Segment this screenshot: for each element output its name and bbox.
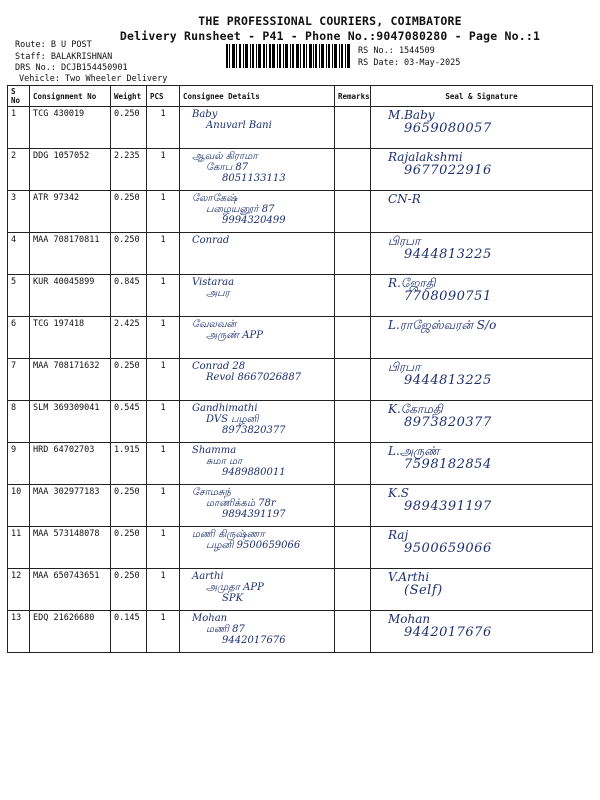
signature-cell xyxy=(371,359,593,401)
signature-handwriting: 9444813225 xyxy=(404,247,492,262)
consignee-handwriting: Baby xyxy=(192,109,218,120)
consignee-handwriting: வேலவன் xyxy=(192,319,237,330)
consignment-number: DDG 1057052 xyxy=(30,149,111,191)
pcs-value: 1 xyxy=(147,275,180,317)
consignee-handwriting: Anuvarl Bani xyxy=(206,120,272,131)
serial-number: 6 xyxy=(8,317,30,359)
serial-number: 13 xyxy=(8,611,30,653)
serial-number: 11 xyxy=(8,527,30,569)
signature-handwriting: பிரபா xyxy=(388,360,421,374)
consignee-handwriting: Aarthi xyxy=(192,571,224,582)
serial-number: 10 xyxy=(8,485,30,527)
consignee-handwriting: மணி 87 xyxy=(206,624,245,635)
table-row xyxy=(8,233,593,275)
consignee-details xyxy=(180,569,335,611)
weight-value: 0.250 xyxy=(111,485,147,527)
signature-handwriting: M.Baby xyxy=(388,108,435,122)
remarks-cell xyxy=(335,191,371,233)
remarks-cell xyxy=(335,233,371,275)
consignee-details xyxy=(180,359,335,401)
table-row xyxy=(8,443,593,485)
remarks-cell xyxy=(335,317,371,359)
consignee-handwriting: 8051133113 xyxy=(222,173,286,184)
consignee-details xyxy=(180,149,335,191)
consignee-handwriting: DVS பழனி xyxy=(206,414,259,425)
signature-cell xyxy=(371,485,593,527)
table-row xyxy=(8,107,593,149)
consignee-details xyxy=(180,443,335,485)
col-header-sno: S No xyxy=(8,86,30,107)
col-header-remarks: Remarks xyxy=(335,86,371,107)
runsheet-subtitle: Delivery Runsheet - P41 - Phone No.:9047080280 - Page No.:1 xyxy=(119,29,541,43)
consignee-handwriting: 9489880011 xyxy=(222,467,286,478)
table-row xyxy=(8,401,593,443)
consignment-number: KUR 40045899 xyxy=(30,275,111,317)
consignment-number: EDQ 21626680 xyxy=(30,611,111,653)
consignee-handwriting: அருண் APP xyxy=(206,330,263,341)
pcs-value: 1 xyxy=(147,611,180,653)
consignee-details xyxy=(180,611,335,653)
remarks-cell xyxy=(335,275,371,317)
signature-cell xyxy=(371,233,593,275)
remarks-cell xyxy=(335,359,371,401)
signature-handwriting: Raj xyxy=(388,528,409,542)
consignee-details xyxy=(180,233,335,275)
consignee-handwriting: 8973820377 xyxy=(222,425,286,436)
consignee-handwriting: Conrad 28 xyxy=(192,361,246,372)
consignee-details xyxy=(180,401,335,443)
signature-cell xyxy=(371,191,593,233)
consignee-details xyxy=(180,527,335,569)
weight-value: 1.915 xyxy=(111,443,147,485)
signature-handwriting: CN-R xyxy=(388,192,421,206)
signature-cell xyxy=(371,401,593,443)
table-row xyxy=(8,485,593,527)
rs-number: RS No.: 1544509 xyxy=(358,46,435,56)
col-header-pcs: PCS xyxy=(147,86,180,107)
pcs-value: 1 xyxy=(147,233,180,275)
signature-cell xyxy=(371,569,593,611)
pcs-value: 1 xyxy=(147,359,180,401)
signature-handwriting: 9500659066 xyxy=(404,541,492,556)
consignee-handwriting: Conrad xyxy=(192,235,230,246)
weight-value: 2.425 xyxy=(111,317,147,359)
pcs-value: 1 xyxy=(147,527,180,569)
weight-value: 0.250 xyxy=(111,527,147,569)
table-row xyxy=(8,317,593,359)
signature-handwriting: 9677022916 xyxy=(404,163,492,178)
consignment-number: HRD 64702703 xyxy=(30,443,111,485)
route-label: Route: B U POST xyxy=(15,40,92,50)
remarks-cell xyxy=(335,485,371,527)
consignee-handwriting: Vistaraa xyxy=(192,277,235,288)
company-title: THE PROFESSIONAL COURIERS, COIMBATORE xyxy=(198,14,462,28)
col-header-signature: Seal & Signature xyxy=(371,86,593,107)
pcs-value: 1 xyxy=(147,191,180,233)
remarks-cell xyxy=(335,611,371,653)
signature-handwriting: 9442017676 xyxy=(404,625,492,640)
remarks-cell xyxy=(335,569,371,611)
signature-handwriting: R.ஜோதி xyxy=(388,276,436,290)
remarks-cell xyxy=(335,149,371,191)
signature-cell xyxy=(371,317,593,359)
consignee-handwriting: 9894391197 xyxy=(222,509,286,520)
remarks-cell xyxy=(335,527,371,569)
serial-number: 9 xyxy=(8,443,30,485)
consignee-handwriting: Mohan xyxy=(192,613,228,624)
signature-handwriting: 9659080057 xyxy=(404,121,492,136)
consignee-handwriting: அமுதா APP xyxy=(206,582,264,593)
consignee-handwriting: 9442017676 xyxy=(222,635,286,646)
table-row xyxy=(8,275,593,317)
weight-value: 0.250 xyxy=(111,569,147,611)
consignee-details xyxy=(180,317,335,359)
consignment-number: MAA 573148078 xyxy=(30,527,111,569)
weight-value: 0.250 xyxy=(111,359,147,401)
serial-number: 3 xyxy=(8,191,30,233)
signature-handwriting: Rajalakshmi xyxy=(388,150,463,164)
consignee-handwriting: Shamma xyxy=(192,445,237,456)
consignment-number: MAA 302977183 xyxy=(30,485,111,527)
table-row xyxy=(8,569,593,611)
consignee-handwriting: கோப 87 xyxy=(206,162,249,173)
signature-cell xyxy=(371,443,593,485)
table-row xyxy=(8,149,593,191)
col-header-consignee: Consignee Details xyxy=(180,86,335,107)
signature-handwriting: பிரபா xyxy=(388,234,421,248)
consignee-handwriting: லோகேஷ் xyxy=(192,193,238,204)
consignee-handwriting: அபர xyxy=(206,288,230,299)
remarks-cell xyxy=(335,401,371,443)
table-row xyxy=(8,611,593,653)
weight-value: 0.250 xyxy=(111,233,147,275)
pcs-value: 1 xyxy=(147,317,180,359)
consignee-details xyxy=(180,275,335,317)
consignee-details xyxy=(180,107,335,149)
table-row xyxy=(8,359,593,401)
vehicle-label: Vehicle: Two Wheeler Delivery xyxy=(19,74,168,84)
pcs-value: 1 xyxy=(147,569,180,611)
consignment-number: SLM 369309041 xyxy=(30,401,111,443)
rs-date: RS Date: 03-May-2025 xyxy=(358,58,461,68)
consignment-number: MAA 708170811 xyxy=(30,233,111,275)
serial-number: 5 xyxy=(8,275,30,317)
signature-cell xyxy=(371,611,593,653)
col-header-consignment: Consignment No xyxy=(30,86,111,107)
signature-handwriting: 9444813225 xyxy=(404,373,492,388)
runsheet-table xyxy=(7,85,593,653)
pcs-value: 1 xyxy=(147,485,180,527)
remarks-cell xyxy=(335,107,371,149)
consignee-handwriting: Gandhimathi xyxy=(192,403,258,414)
signature-cell xyxy=(371,149,593,191)
serial-number: 1 xyxy=(8,107,30,149)
signature-handwriting: Mohan xyxy=(388,612,431,626)
signature-handwriting: K.S xyxy=(388,486,409,500)
consignment-number: TCG 197418 xyxy=(30,317,111,359)
pcs-value: 1 xyxy=(147,107,180,149)
signature-handwriting: L.அருண் xyxy=(388,444,440,458)
pcs-value: 1 xyxy=(147,443,180,485)
consignee-handwriting: பழையனூர் 87 xyxy=(206,204,275,215)
staff-label: Staff: BALAKRISHNAN xyxy=(15,52,113,62)
consignee-handwriting: சோமசுந் xyxy=(192,487,231,498)
consignee-details xyxy=(180,191,335,233)
weight-value: 0.145 xyxy=(111,611,147,653)
weight-value: 0.545 xyxy=(111,401,147,443)
serial-number: 2 xyxy=(8,149,30,191)
serial-number: 4 xyxy=(8,233,30,275)
table-header-row xyxy=(8,86,593,107)
consignee-details xyxy=(180,485,335,527)
consignee-handwriting: பழனி 9500659066 xyxy=(206,540,301,551)
consignment-number: MAA 708171632 xyxy=(30,359,111,401)
signature-handwriting: 9894391197 xyxy=(404,499,492,514)
weight-value: 2.235 xyxy=(111,149,147,191)
pcs-value: 1 xyxy=(147,149,180,191)
table-row xyxy=(8,527,593,569)
signature-cell xyxy=(371,107,593,149)
consignment-number: MAA 650743651 xyxy=(30,569,111,611)
drs-label: DRS No.: DCJB154450901 xyxy=(15,63,128,73)
remarks-cell xyxy=(335,443,371,485)
serial-number: 7 xyxy=(8,359,30,401)
signature-handwriting: V.Arthi xyxy=(388,570,430,584)
signature-cell xyxy=(371,275,593,317)
consignee-handwriting: Revol 8667026887 xyxy=(206,372,302,383)
signature-cell xyxy=(371,527,593,569)
consignment-number: TCG 430019 xyxy=(30,107,111,149)
signature-handwriting: (Self) xyxy=(404,583,443,598)
consignee-handwriting: மணி கிருஷ்ணா xyxy=(192,529,265,540)
signature-handwriting: 7598182854 xyxy=(404,457,492,472)
signature-handwriting: K.கோமதி xyxy=(388,402,443,416)
serial-number: 12 xyxy=(8,569,30,611)
serial-number: 8 xyxy=(8,401,30,443)
signature-handwriting: L.ராஜேஸ்வரன் S/o xyxy=(388,318,497,332)
weight-value: 0.845 xyxy=(111,275,147,317)
weight-value: 0.250 xyxy=(111,191,147,233)
weight-value: 0.250 xyxy=(111,107,147,149)
consignee-handwriting: ஆவல் கிராமா xyxy=(192,151,258,162)
pcs-value: 1 xyxy=(147,401,180,443)
consignment-number: ATR 97342 xyxy=(30,191,111,233)
table-row xyxy=(8,191,593,233)
consignee-handwriting: SPK xyxy=(222,593,244,604)
signature-handwriting: 7708090751 xyxy=(404,289,492,304)
consignee-handwriting: மாணிக்கம் 78r xyxy=(206,498,276,509)
col-header-weight: Weight xyxy=(111,86,147,107)
signature-handwriting: 8973820377 xyxy=(404,415,492,430)
consignee-handwriting: 9994320499 xyxy=(222,215,286,226)
barcode-graphic xyxy=(226,44,350,68)
consignee-handwriting: சுமா மா xyxy=(206,456,243,467)
